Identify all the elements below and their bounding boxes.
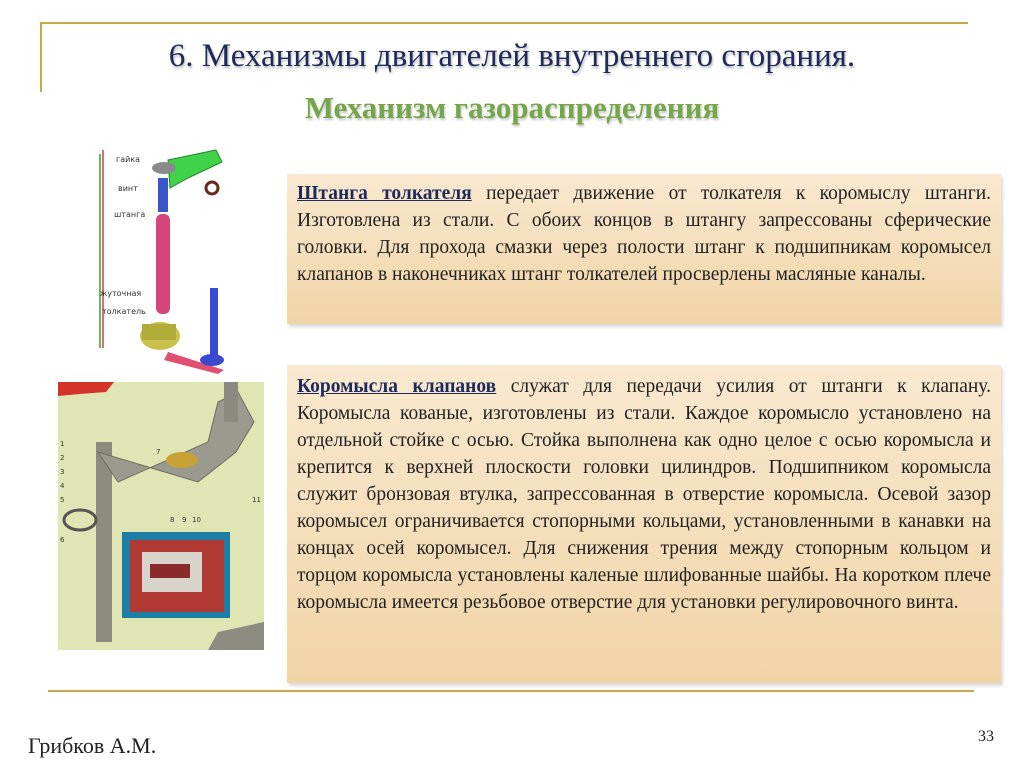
callout-8: 8 xyxy=(170,516,175,524)
callout-2: 2 xyxy=(60,454,65,462)
pushrod-description-text: передает движение от толкателя к коромыслу штанги. Изготовлена из стали. С обоих концов в штангу запрессованы сферические головки. Для прохода смазки через полости штанг к подшипникам коромысел клапанов в наконечниках штанг толкателей просверлены масляные каналы. xyxy=(297,183,991,285)
slide-subtitle: Механизм газораспределения xyxy=(304,90,720,125)
page-number: 33 xyxy=(978,728,994,745)
label-tappet: толкатель xyxy=(102,307,146,316)
rocker-description-text: служат для передачи усилия от штанги к клапану. Коромысла кованые, изготовлены из стали. Каждое коромысло установлено на отдельной стойке с осью. Стойка выполнена как одно целое с осью коромысла и крепится к верхней плоскости головки цилиндров. Подшипником коромысла служит бронзовая втулка, запрессованная в отверстие коромысла. Осевой зазор коромысел ограничивается стопорными кольцами, установленными в канавки на концах осей коромысел. Для снижения трения между стопорным кольцом и торцом коромысла установлены каленые шлифованные шайбы. На коротком плече коромысла имеется резьбовое отверстие для установки регулировочного винта. xyxy=(297,376,991,613)
pushrod-description-box xyxy=(287,174,1001,324)
pushrod-illustration xyxy=(98,148,224,374)
slide-title: 6. Механизмы двигателей внутреннего сгорания. xyxy=(168,38,856,74)
label-screw: винт xyxy=(118,184,138,193)
rocker-term: Коромысла клапанов xyxy=(297,376,497,397)
callout-7: 7 xyxy=(156,448,161,456)
callout-6: 6 xyxy=(60,536,65,544)
pushrod-term: Штанга толкателя xyxy=(297,183,472,204)
label-rod: штанга xyxy=(114,210,146,219)
callout-11: 11 xyxy=(252,496,261,504)
callout-9: 9 xyxy=(182,516,187,524)
label-middle: жуточная xyxy=(100,289,142,298)
rocker-description-box xyxy=(287,365,1001,683)
frame-bottom-line xyxy=(48,690,974,692)
rocker-illustration xyxy=(58,382,264,650)
author-name: Грибков А.М. xyxy=(28,733,157,758)
callout-4: 4 xyxy=(60,482,65,490)
callout-5: 5 xyxy=(60,496,65,504)
label-nut: гайка xyxy=(116,155,141,164)
frame-top-line xyxy=(40,22,968,24)
callout-1: 1 xyxy=(60,440,65,448)
callout-10: 10 xyxy=(192,516,201,524)
callout-3: 3 xyxy=(60,468,65,476)
